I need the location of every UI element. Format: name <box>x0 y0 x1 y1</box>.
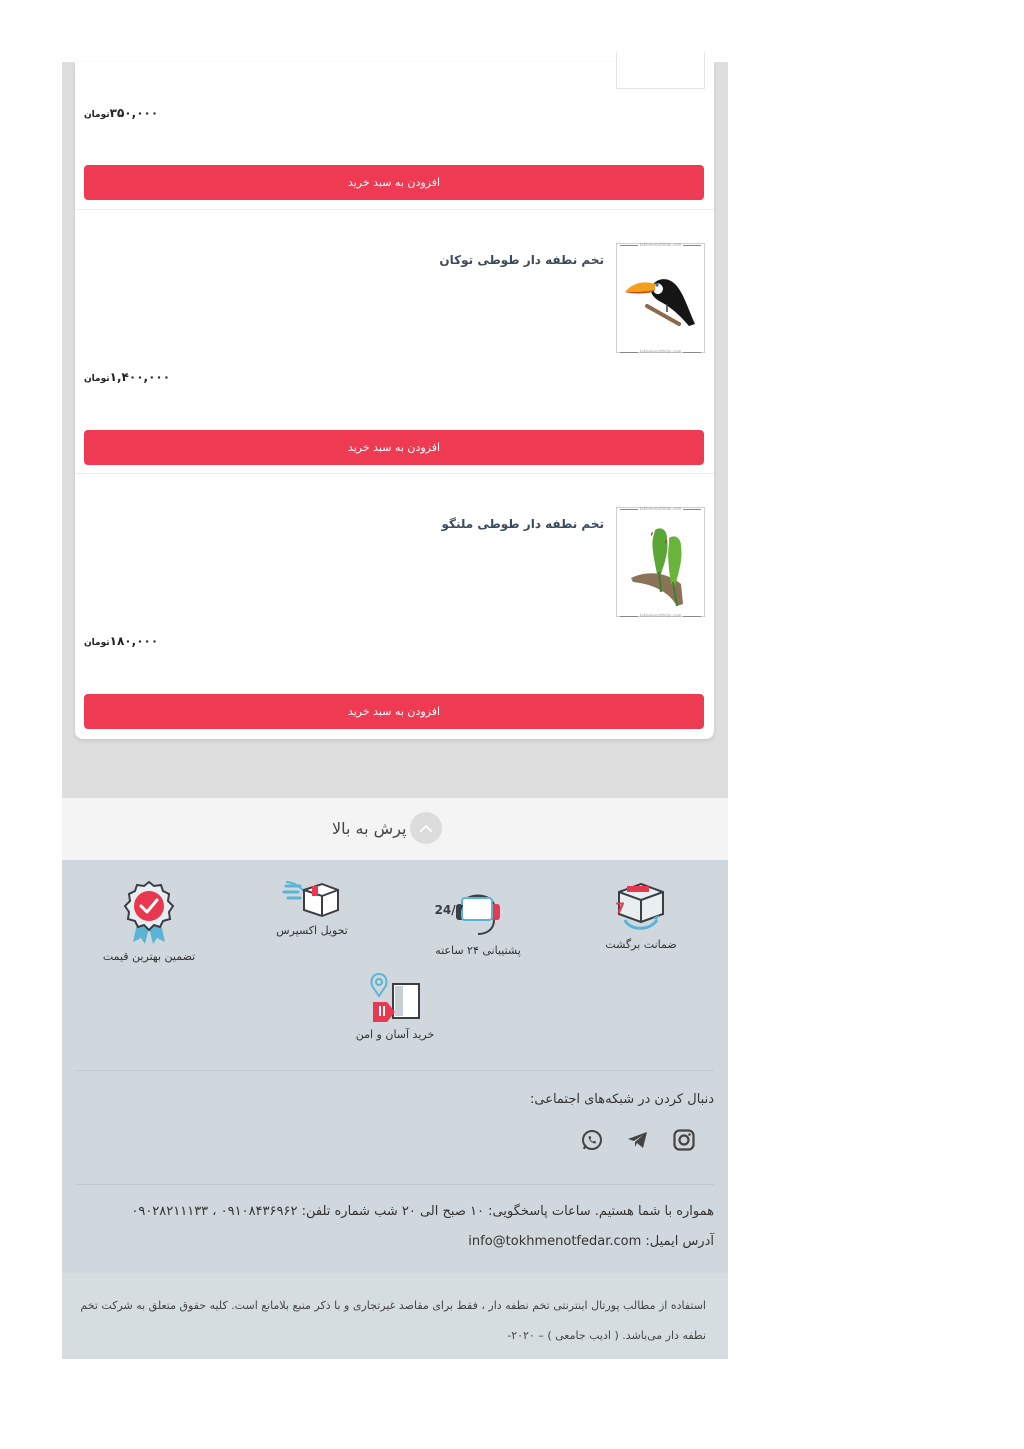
price-amount: ۱,۴۰۰,۰۰۰ <box>109 370 171 384</box>
back-to-top-label[interactable]: پرش به بالا <box>332 818 407 838</box>
product-card <box>75 474 714 739</box>
back-to-top-button[interactable] <box>332 812 442 844</box>
best-price-badge-icon <box>121 880 177 946</box>
image-watermark: tokhmenotfedar.com <box>617 506 704 511</box>
whatsapp-icon[interactable] <box>580 1128 604 1152</box>
image-watermark: tokhmenotfedar.com <box>617 349 704 354</box>
page-wrapper <box>62 62 728 1359</box>
telegram-icon[interactable] <box>626 1128 650 1152</box>
product-price <box>84 102 158 121</box>
footer-divider <box>75 1070 714 1071</box>
product-price <box>84 366 170 385</box>
image-watermark: tokhmenotfedar.com <box>617 242 704 247</box>
svg-text:7: 7 <box>615 901 625 917</box>
copyright-bar <box>62 1273 728 1359</box>
footer-divider <box>75 1184 714 1185</box>
price-currency: تومان <box>84 374 110 384</box>
social-links <box>580 1128 696 1152</box>
price-currency: تومان <box>84 110 110 120</box>
add-to-cart-button[interactable]: افزودن به سبد خرید <box>84 430 704 465</box>
express-delivery-icon <box>282 880 342 920</box>
contact-email[interactable]: آدرس ایمیل: info@tokhmenotfedar.com <box>468 1234 714 1249</box>
product-image-icon[interactable] <box>616 52 705 89</box>
feature-label: تضمین بهترین قیمت <box>102 950 196 963</box>
social-heading: دنبال کردن در شبکه‌های اجتماعی: <box>529 1092 714 1107</box>
secure-shopping-icon <box>367 972 423 1024</box>
feature-secure-shopping <box>350 972 440 1041</box>
parrot-image-icon[interactable] <box>616 507 705 617</box>
feature-express-delivery <box>272 880 352 937</box>
feature-label: پشتیبانی ۲۴ ساعته <box>435 944 521 957</box>
back-to-top-bar[interactable] <box>62 798 728 860</box>
feature-support <box>430 880 526 957</box>
feature-label: تحویل اکسپرس <box>276 924 348 937</box>
contact-hours: همواره با شما هستیم. ساعات پاسخگویی: ۱۰ صبح الی ۲۰ شب شماره تلفن: ۰۹۱۰۸۴۳۶۹۶۲ ، ۰۹۰۲۸۲۱۱۱۳۳ <box>131 1204 714 1219</box>
image-watermark: tokhmenotfedar.com <box>617 613 704 618</box>
product-title[interactable]: تخم نطفه دار طوطی توکان <box>439 253 604 267</box>
feature-best-price <box>95 880 203 963</box>
return-box-icon <box>613 880 669 934</box>
feature-label: خرید آسان و امن <box>355 1028 435 1041</box>
site-footer <box>62 860 728 1273</box>
copyright-text: استفاده از مطالب پورتال اینترنتی تخم نطفه دار ، فقط برای مقاصد غیرتجاری و با ذکر منبع بلامانع است. کلیه حقوق متعلق به شرکت تخم نطفه دار می‌باشد. ( ادیب جامعی ) – ۲۰۲۰- <box>80 1299 706 1342</box>
support-24-7-text: 24/7 <box>434 903 464 917</box>
add-to-cart-button[interactable]: افزودن به سبد خرید <box>84 694 704 729</box>
instagram-icon[interactable] <box>672 1128 696 1152</box>
toucan-image-icon[interactable] <box>616 243 705 353</box>
feature-label: ضمانت برگشت <box>605 938 677 951</box>
product-price <box>84 630 158 649</box>
price-amount: ۳۵۰,۰۰۰ <box>109 106 159 120</box>
product-card <box>75 62 714 210</box>
product-card <box>75 210 714 474</box>
price-amount: ۱۸۰,۰۰۰ <box>109 634 159 648</box>
price-currency: تومان <box>84 638 110 648</box>
feature-return-guarantee <box>604 880 678 951</box>
product-list <box>75 62 714 739</box>
product-title[interactable]: تخم نطفه دار طوطی ملنگو <box>441 517 604 531</box>
support-24-7-icon <box>434 880 508 940</box>
add-to-cart-button[interactable]: افزودن به سبد خرید <box>84 165 704 200</box>
chevron-up-icon[interactable] <box>410 812 442 844</box>
